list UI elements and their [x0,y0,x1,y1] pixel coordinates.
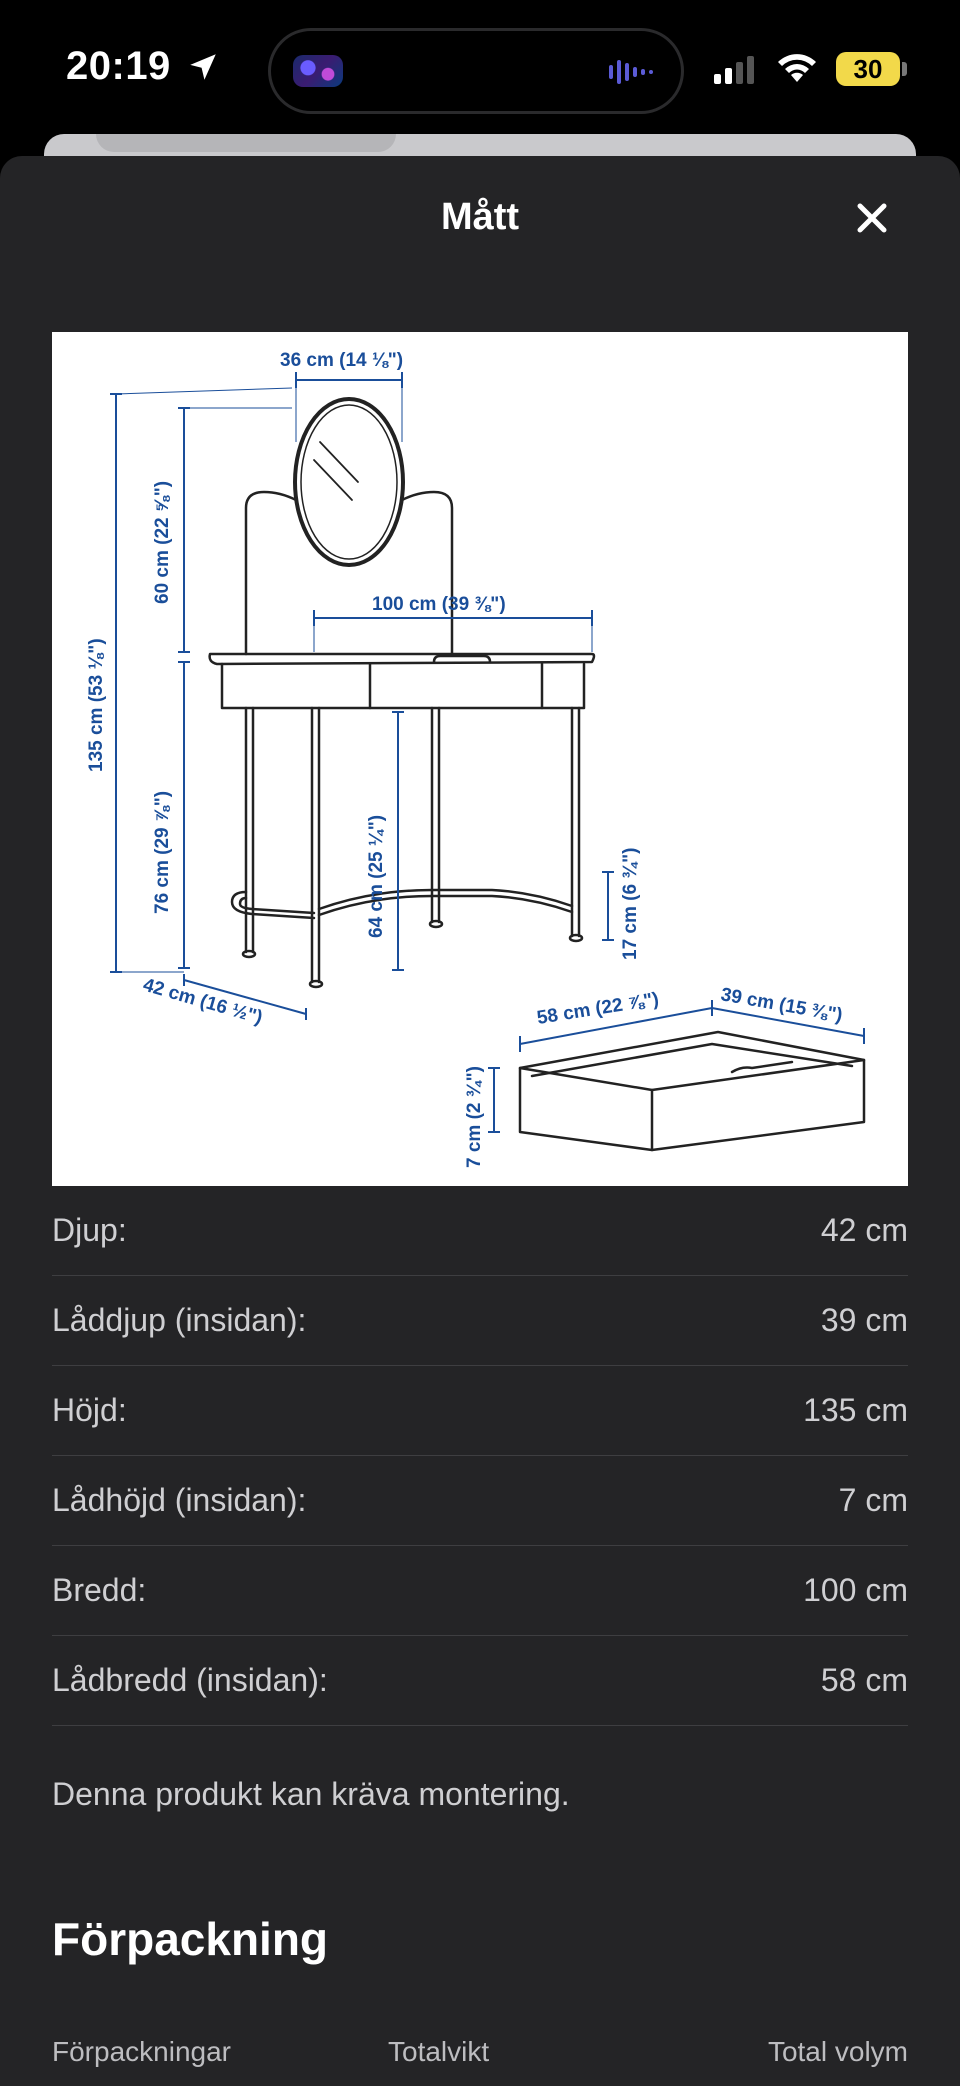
label-table-height: 76 cm (29 ⅞") [152,790,173,914]
status-time: 20:19 [66,44,171,88]
column-total-weight: Totalvikt [388,2036,490,2067]
label-drawer-height: 7 cm (2 ¾") [464,1066,485,1168]
spec-label: Djup: [52,1212,127,1248]
packaging-table-header [52,2036,908,2082]
label-footrest-height: 17 cm (6 ¾") [620,847,641,960]
spec-value: 58 cm [820,1662,908,1698]
label-drawer-width: 58 cm (22 ⅞") [535,988,661,1029]
spec-row-width [52,1546,908,1636]
close-icon[interactable] [848,194,896,242]
column-packages: Förpackningar [52,2036,231,2067]
spec-value: 135 cm [803,1392,908,1428]
dimensions-diagram [52,332,908,1186]
label-total-height: 135 cm (53 ⅛") [86,638,107,772]
dynamic-island[interactable] [268,28,684,114]
label-table-width: 100 cm (39 ⅜") [372,594,506,615]
wifi-icon [774,48,820,86]
spec-label: Låddjup (insidan): [52,1302,307,1338]
column-total-volume: Total volym [767,2036,908,2067]
label-depth: 42 cm (16 ½") [140,974,265,1029]
spec-row-drawer-width [52,1636,908,1726]
spec-label: Lådhöjd (insidan): [52,1482,307,1518]
spec-row-drawer-height [52,1456,908,1546]
cellular-signal-icon [712,54,758,86]
status-bar [0,0,960,140]
dimensions-list [52,1186,908,1726]
spec-label: Bredd: [52,1572,147,1608]
location-arrow-icon [186,50,220,84]
dimensions-sheet [0,156,960,2086]
packaging-title: Förpackning [52,1913,329,1965]
spec-label: Höjd: [52,1392,127,1428]
audio-waveform-icon [607,57,659,87]
spec-label: Lådbredd (insidan): [52,1662,328,1698]
spec-value: 39 cm [820,1302,908,1338]
battery-icon: 30 [836,52,900,86]
spec-row-drawer-depth [52,1276,908,1366]
spec-row-height [52,1366,908,1456]
label-drawer-depth: 39 cm (15 ⅜") [719,984,844,1027]
spec-value: 7 cm [838,1482,908,1518]
spec-row-depth [52,1186,908,1276]
label-mirror-height: 60 cm (22 ⅝") [152,480,173,604]
spec-value: 42 cm [820,1212,908,1248]
label-mirror-width: 36 cm (14 ⅛") [280,350,404,371]
dressing-table-drawing [52,332,908,1186]
assembly-note: Denna produkt kan kräva montering. [52,1776,570,1812]
sheet-title: Mått [440,196,520,238]
now-playing-artwork [293,55,343,87]
background-sheet-content [96,134,396,152]
battery-cap [902,62,907,76]
spec-value: 100 cm [803,1572,908,1608]
label-leg-clearance: 64 cm (25 ¼") [366,814,387,938]
